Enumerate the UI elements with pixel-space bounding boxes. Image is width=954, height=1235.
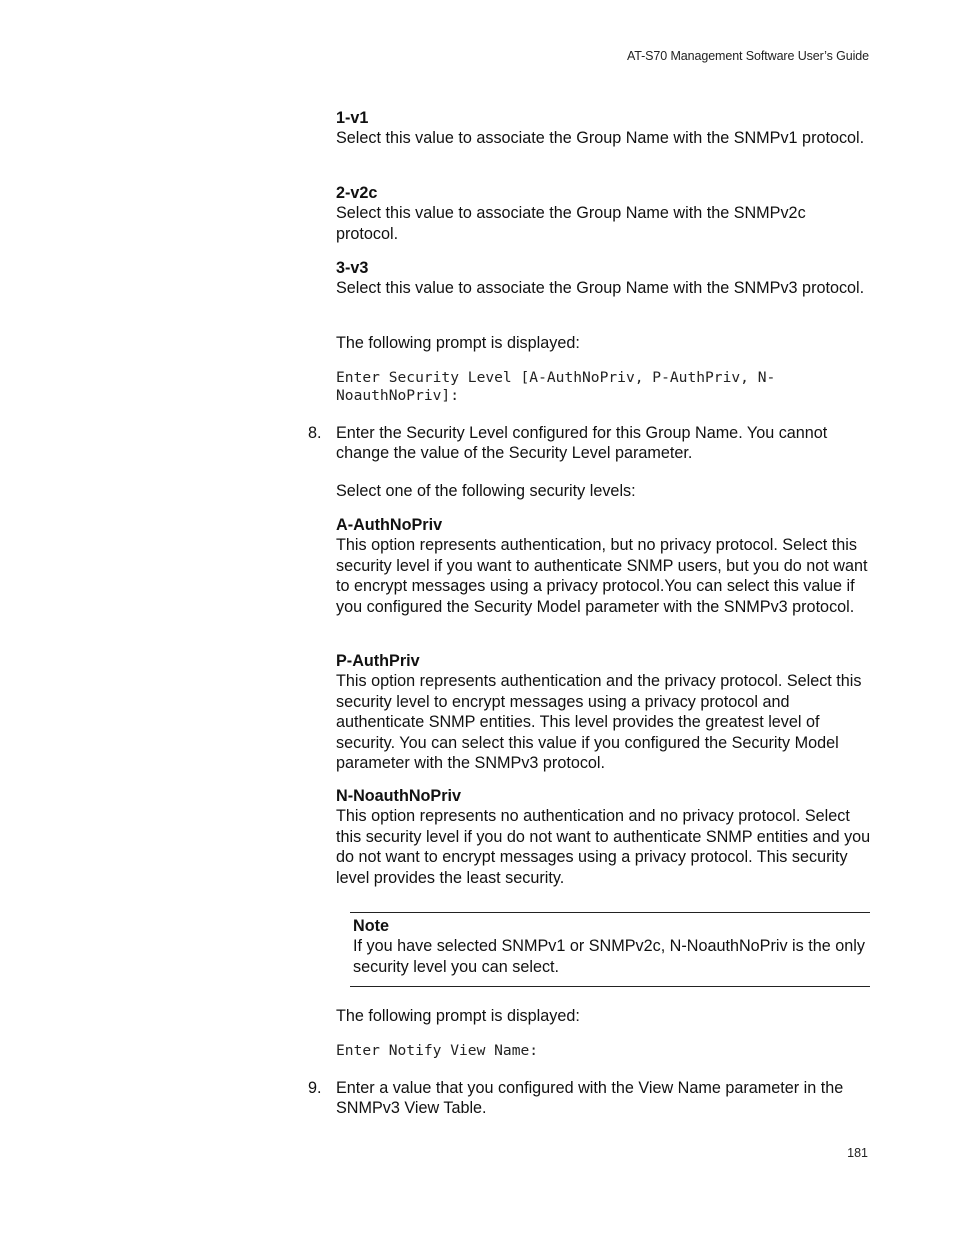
step-number: 8.: [308, 424, 322, 442]
select-levels-intro: Select one of the following security levels:: [336, 482, 636, 500]
version-item-v2c: [336, 183, 872, 244]
step-8: [308, 423, 872, 464]
step-number: 9.: [308, 1079, 322, 1097]
running-header: AT-S70 Management Software User’s Guide: [626, 49, 869, 63]
term-label: N-NoauthNoPriv: [336, 787, 462, 805]
note-box: [350, 912, 870, 987]
term-label: 2-v2c: [336, 184, 378, 202]
step-text: Enter a value that you configured with the View Name parameter in the SNMPv3 View Table.: [336, 1079, 844, 1118]
note-title: Note: [353, 917, 389, 935]
step-9: [308, 1078, 872, 1119]
term-label: 1-v1: [336, 109, 369, 127]
code-prompt-security-level: [336, 369, 872, 406]
code-prompt-notify-view: [336, 1042, 872, 1060]
version-item-v3: [336, 258, 872, 299]
level-item-a-authnopriv: [336, 515, 872, 617]
term-description: This option represents no authentication and no privacy protocol. Select this security level if you do not want to authenticate SNMP entities and you do not want to encrypt messages using a privacy protocol. This security level provides the least security.: [336, 807, 871, 887]
term-label: 3-v3: [336, 259, 369, 277]
term-description: Select this value to associate the Group Name with the SNMPv2c protocol.: [336, 204, 806, 243]
level-item-n-noauthnopriv: [336, 786, 872, 888]
term-description: This option represents authentication and the privacy protocol. Select this security level to encrypt messages using a privacy protocol and authenticate SNMP entities. This level provides the greatest level of security. You can select this value if you configured the Security Model parameter with the SNMPv3 protocol.: [336, 672, 862, 773]
note-text: If you have selected SNMPv1 or SNMPv2c, N-NoauthNoPriv is the only security level you can select.: [353, 937, 865, 976]
code-line: NoauthNoPriv]:: [336, 387, 460, 405]
page-number: 181: [847, 1146, 868, 1160]
term-label: P-AuthPriv: [336, 652, 420, 670]
term-description: Select this value to associate the Group Name with the SNMPv3 protocol.: [336, 279, 865, 298]
code-line: Enter Notify View Name:: [336, 1042, 539, 1059]
term-description: This option represents authentication, but no privacy protocol. Select this security level if you want to authenticate SNMP users, but you do not want to encrypt messages using a privacy protocol.You can select this value if you configured the Security Model parameter with the SNMPv3 protocol.: [336, 536, 868, 616]
term-label: A-AuthNoPriv: [336, 516, 443, 534]
prompt-intro-2: The following prompt is displayed:: [336, 1007, 580, 1025]
version-item-v1: [336, 108, 872, 149]
level-item-p-authpriv: [336, 651, 872, 773]
term-description: Select this value to associate the Group Name with the SNMPv1 protocol.: [336, 129, 865, 148]
prompt-intro-1: The following prompt is displayed:: [336, 334, 580, 352]
step-text: Enter the Security Level configured for this Group Name. You cannot change the value of the Security Level parameter.: [336, 424, 828, 463]
code-line: Enter Security Level [A-AuthNoPriv, P-AuthPriv, N-: [336, 369, 776, 386]
